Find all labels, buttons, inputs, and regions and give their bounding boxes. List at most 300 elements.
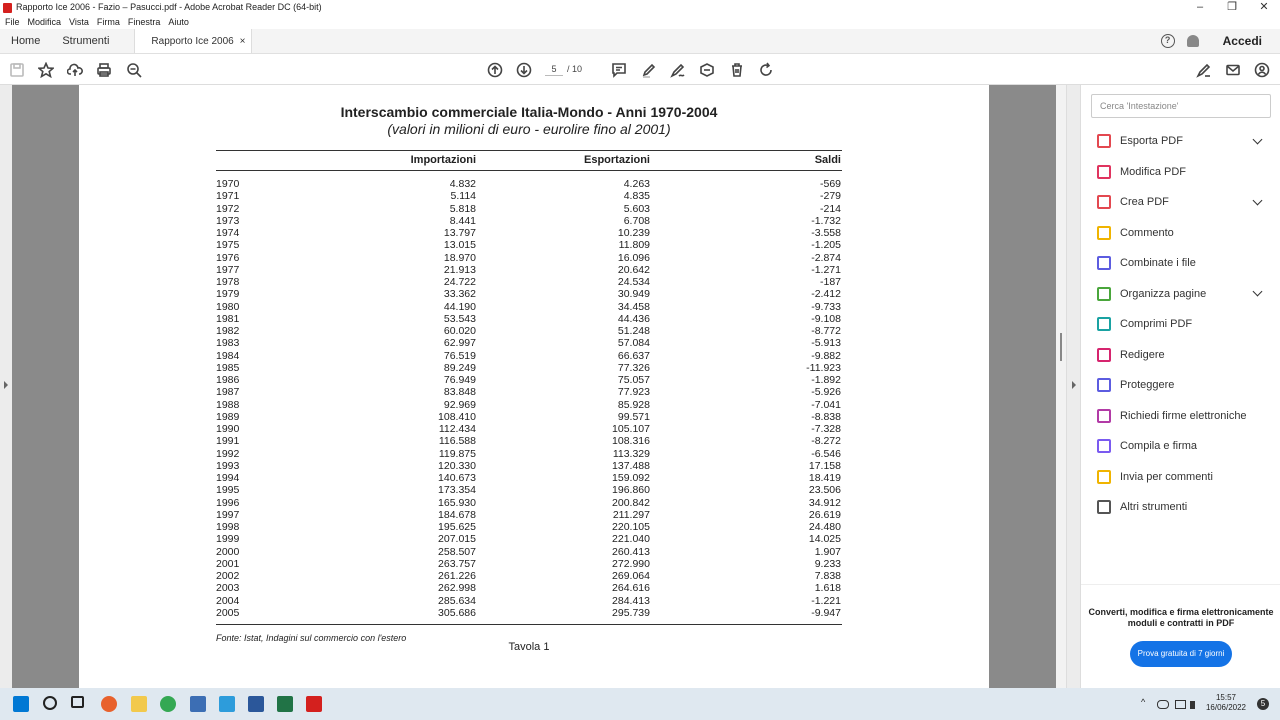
tool-label: Modifica PDF: [1120, 165, 1187, 178]
file-explorer-icon[interactable]: [131, 696, 147, 712]
cell-exports: 77.326: [617, 361, 650, 374]
cell-imports: 285.634: [438, 594, 476, 607]
cell-exports: 4.835: [623, 190, 650, 203]
table-row: [216, 203, 842, 215]
table-row: [216, 435, 842, 447]
cell-balance: -1.221: [811, 594, 841, 607]
collapse-right-icon: [1072, 381, 1076, 389]
menu-firma[interactable]: Firma: [96, 17, 120, 27]
cell-exports: 85.928: [617, 398, 650, 411]
start-windows-icon[interactable]: [13, 696, 29, 712]
cell-imports: 261.226: [438, 570, 476, 582]
cell-balance: 1.618: [814, 582, 841, 595]
cell-exports: 105.107: [612, 423, 650, 435]
protect-icon: [1097, 378, 1111, 392]
menu-modifica[interactable]: Modifica: [27, 17, 62, 27]
table-row: [216, 411, 842, 423]
table-row: [216, 190, 842, 202]
table-row: [216, 288, 842, 300]
table-source-note: Fonte: Istat, Indagini sul commercio con l'estero: [216, 633, 407, 643]
cell-imports: 89.249: [443, 361, 476, 374]
tool-item[interactable]: [1097, 375, 1267, 395]
rotate-icon[interactable]: [757, 61, 774, 78]
cell-exports: 66.637: [617, 349, 650, 362]
table-row: [216, 252, 842, 264]
highlight-pen-icon[interactable]: [640, 61, 657, 78]
cell-balance: -5.926: [811, 386, 841, 399]
title-bar: [0, 0, 1280, 15]
header-balance: Saldi: [814, 154, 841, 166]
table-row: [216, 533, 842, 545]
vertical-scrollbar[interactable]: [1056, 85, 1066, 688]
header-exports: Esportazioni: [583, 154, 650, 166]
cell-imports: 44.190: [443, 300, 476, 313]
table-row: [216, 276, 842, 288]
cell-imports: 5.818: [449, 202, 476, 215]
table-row: [216, 215, 842, 227]
tab-close-button[interactable]: ×: [239, 36, 246, 47]
table-row: [216, 325, 842, 337]
compress-pdf-icon: [1097, 317, 1111, 331]
draw-sign-icon[interactable]: [669, 61, 686, 78]
cell-year: 2001: [216, 557, 240, 570]
table-row: [216, 301, 842, 313]
cell-balance: -9.108: [811, 312, 841, 325]
cell-imports: 76.519: [443, 349, 476, 362]
cell-year: 2003: [216, 582, 240, 595]
word-icon[interactable]: [248, 696, 264, 712]
cell-exports: 99.571: [617, 410, 650, 423]
calculator-icon[interactable]: [190, 696, 206, 712]
share-user-icon[interactable]: [1253, 61, 1270, 78]
table-row: [216, 423, 842, 435]
cell-year: 1987: [216, 386, 240, 399]
cell-exports: 220.105: [612, 521, 650, 533]
cell-year: 1982: [216, 325, 240, 337]
cell-imports: 184.678: [438, 508, 476, 521]
clock-date: 16/06/2022: [1205, 703, 1247, 712]
cell-imports: 108.410: [438, 410, 476, 423]
tool-item[interactable]: [1097, 406, 1267, 426]
cell-balance: -569: [819, 178, 841, 190]
cell-imports: 305.686: [438, 606, 476, 619]
cell-year: 1981: [216, 312, 240, 325]
cell-year: 2002: [216, 570, 240, 582]
cell-imports: 92.969: [443, 398, 476, 411]
chevron-down-icon[interactable]: [1253, 287, 1263, 297]
windows-taskbar: [0, 688, 1280, 720]
cell-balance: -214: [819, 202, 841, 215]
table-header-rule: [216, 170, 842, 171]
table-row: [216, 178, 842, 190]
table-row: [216, 362, 842, 374]
cell-exports: 34.458: [617, 300, 650, 313]
tool-label: Compila e firma: [1120, 440, 1198, 452]
window-title: Rapporto Ice 2006 - Fazio – Pasucci.pdf - Adobe Acrobat Reader DC (64-bit): [16, 2, 322, 12]
export-pdf-icon: [1097, 134, 1111, 148]
cell-exports: 5.603: [623, 202, 650, 215]
tab-document[interactable]: [134, 29, 252, 53]
document-viewer[interactable]: [0, 85, 1080, 688]
main-toolbar: [0, 54, 1280, 85]
cell-balance: -7.041: [811, 398, 841, 411]
tab-tools[interactable]: Strumenti: [62, 35, 110, 47]
comment-icon[interactable]: [610, 61, 627, 78]
cell-exports: 44.436: [617, 312, 650, 325]
tab-home[interactable]: Home: [11, 35, 41, 47]
cell-imports: 13.797: [443, 227, 476, 239]
cell-imports: 53.543: [443, 312, 476, 325]
cell-exports: 137.488: [612, 459, 650, 472]
cell-balance: -1.205: [811, 239, 841, 252]
table-row: [216, 313, 842, 325]
cell-imports: 76.949: [443, 374, 476, 386]
panel-divider: [1081, 584, 1280, 585]
previous-page-icon[interactable]: [486, 61, 503, 78]
firefox-icon[interactable]: [101, 696, 117, 712]
cell-year: 1986: [216, 374, 240, 386]
zoom-out-icon[interactable]: [125, 61, 142, 78]
maximize-button[interactable]: ❐: [1227, 1, 1237, 13]
table-row: [216, 595, 842, 607]
chrome-icon[interactable]: [160, 696, 176, 712]
cell-year: 1976: [216, 251, 240, 264]
cell-exports: 57.084: [617, 337, 650, 350]
table-row: [216, 337, 842, 349]
cell-year: 1978: [216, 276, 240, 288]
cell-exports: 221.040: [612, 533, 650, 546]
table-row: [216, 374, 842, 386]
tool-item[interactable]: [1097, 192, 1267, 212]
cell-exports: 4.263: [623, 178, 650, 190]
comment-icon: [1097, 226, 1111, 240]
cell-year: 1972: [216, 202, 240, 215]
cell-balance: -2.412: [811, 288, 841, 301]
cell-imports: 116.588: [438, 435, 476, 448]
cell-imports: 13.015: [443, 239, 476, 252]
tool-item[interactable]: [1097, 162, 1267, 182]
cell-year: 1975: [216, 239, 240, 252]
cell-balance: -6.546: [811, 447, 841, 460]
table-row: [216, 607, 842, 619]
cell-balance: -279: [819, 190, 841, 203]
cell-year: 1988: [216, 398, 240, 411]
cell-exports: 269.064: [612, 570, 650, 582]
tab-bar: [0, 29, 1280, 54]
cell-balance: 1.907: [814, 545, 841, 558]
acrobat-taskbar-icon[interactable]: [306, 696, 322, 712]
edit-pdf-icon: [1097, 165, 1111, 179]
table-row: [216, 472, 842, 484]
table-row: [216, 460, 842, 472]
menu-finestra[interactable]: Finestra: [127, 17, 161, 27]
tool-label: Comprimi PDF: [1120, 318, 1193, 330]
tool-item[interactable]: [1097, 345, 1267, 365]
table-row: [216, 497, 842, 509]
menu-vista[interactable]: Vista: [69, 17, 89, 27]
table-body: [216, 178, 842, 619]
cell-exports: 24.534: [617, 276, 650, 288]
signin-button[interactable]: Accedi: [1222, 34, 1262, 48]
tool-label: Redigere: [1120, 348, 1165, 361]
cell-year: 1977: [216, 263, 240, 276]
cell-year: 1971: [216, 190, 240, 203]
cell-year: 1997: [216, 508, 240, 521]
cell-imports: 5.114: [450, 190, 476, 203]
cell-year: 1994: [216, 472, 240, 484]
cell-year: 2004: [216, 594, 240, 607]
organize-pages-icon: [1097, 287, 1111, 301]
cell-exports: 51.248: [617, 325, 650, 337]
clock-time: 15:57: [1215, 693, 1237, 702]
cell-imports: 4.832: [449, 178, 476, 190]
cell-imports: 258.507: [438, 545, 476, 558]
cell-balance: -11.923: [806, 361, 841, 374]
cell-year: 1992: [216, 447, 240, 460]
cell-imports: 18.970: [443, 251, 476, 264]
tool-item[interactable]: [1097, 467, 1267, 487]
tool-label: Proteggere: [1120, 379, 1175, 391]
cell-year: 1996: [216, 496, 240, 509]
table-row: [216, 399, 842, 411]
display-icon[interactable]: [1175, 700, 1186, 709]
cell-exports: 284.413: [612, 594, 650, 607]
cell-imports: 119.875: [438, 447, 476, 460]
cell-exports: 211.297: [612, 508, 650, 521]
help-icon[interactable]: ?: [1161, 34, 1175, 48]
cell-year: 1995: [216, 484, 240, 497]
tool-label: Commento: [1120, 226, 1174, 239]
next-page-icon[interactable]: [515, 61, 532, 78]
cell-exports: 295.739: [612, 606, 650, 619]
redact-icon: [1097, 348, 1111, 362]
cell-balance: -3.558: [811, 227, 841, 239]
tool-item[interactable]: [1097, 223, 1267, 243]
cell-imports: 24.722: [443, 276, 476, 288]
cell-year: 1980: [216, 300, 240, 313]
cell-balance: 9.233: [814, 557, 841, 570]
chevron-down-icon[interactable]: [1253, 134, 1263, 144]
cell-imports: 195.625: [438, 521, 476, 533]
cell-year: 1990: [216, 423, 240, 435]
cell-balance: -8.838: [811, 410, 841, 423]
table-row: [216, 448, 842, 460]
cell-year: 1979: [216, 288, 240, 301]
header-imports: Importazioni: [410, 154, 476, 166]
cell-exports: 260.413: [612, 545, 650, 558]
table-row: [216, 521, 842, 533]
table-row: [216, 350, 842, 362]
tool-item[interactable]: [1097, 314, 1267, 334]
minimize-button[interactable]: –: [1196, 1, 1204, 13]
promo-text: Converti, modifica e firma elettronicamente moduli e contratti in PDF: [1088, 607, 1274, 628]
table-row: [216, 386, 842, 398]
tray-chevron-icon[interactable]: ^: [1141, 697, 1146, 707]
cell-exports: 30.949: [617, 288, 650, 301]
notepad-app-icon[interactable]: [219, 696, 235, 712]
cell-balance: 7.838: [814, 570, 841, 582]
table-label: Tavola 1: [508, 641, 550, 653]
excel-icon[interactable]: [277, 696, 293, 712]
free-trial-button[interactable]: Prova gratuita di 7 giorni: [1130, 641, 1232, 667]
menu-aiuto[interactable]: Aiuto: [168, 17, 189, 27]
table-title: Interscambio commerciale Italia-Mondo - Anni 1970-2004: [340, 104, 718, 120]
tool-item[interactable]: [1097, 131, 1267, 151]
cell-year: 1970: [216, 178, 240, 190]
request-signatures-icon: [1097, 409, 1111, 423]
cell-imports: 21.913: [443, 263, 476, 276]
menu-bar: [0, 15, 1280, 29]
table-row: [216, 484, 842, 496]
cell-year: 2000: [216, 545, 240, 558]
network-icon[interactable]: [1157, 700, 1169, 709]
tool-item[interactable]: [1097, 436, 1267, 456]
create-pdf-icon: [1097, 195, 1111, 209]
table-row: [216, 509, 842, 521]
cell-year: 1999: [216, 533, 240, 546]
table-row: [216, 264, 842, 276]
more-tools-icon: [1097, 500, 1111, 514]
pdf-page: [79, 85, 989, 688]
table-row: [216, 558, 842, 570]
cell-exports: 159.092: [612, 472, 650, 484]
cell-exports: 272.990: [612, 557, 650, 570]
tool-label: Crea PDF: [1120, 196, 1169, 208]
cell-exports: 200.842: [612, 496, 650, 509]
page-number-input[interactable]: 5: [545, 62, 563, 76]
close-window-button[interactable]: ✕: [1259, 1, 1269, 13]
tool-label: Combinate i file: [1120, 257, 1196, 269]
page-total: / 10: [567, 64, 583, 74]
tool-item[interactable]: [1097, 284, 1267, 304]
table-subtitle: (valori in milioni di euro - eurolire fino al 2001): [387, 121, 671, 137]
cell-balance: 26.619: [808, 508, 841, 521]
cell-imports: 207.015: [438, 533, 476, 546]
table-top-rule: [216, 150, 842, 151]
cell-imports: 263.757: [438, 557, 476, 570]
table-row: [216, 546, 842, 558]
cell-imports: 60.020: [443, 325, 476, 337]
cell-exports: 10.239: [617, 227, 650, 239]
cell-balance: 17.158: [808, 459, 841, 472]
table-row: [216, 570, 842, 582]
cell-exports: 113.329: [612, 447, 650, 460]
tool-item[interactable]: [1097, 253, 1267, 273]
tool-item[interactable]: [1097, 497, 1267, 517]
system-clock[interactable]: [1205, 693, 1247, 713]
cell-year: 1983: [216, 337, 240, 350]
cell-imports: 165.930: [438, 496, 476, 509]
cell-balance: -7.328: [811, 423, 841, 435]
delete-trash-icon[interactable]: [728, 61, 745, 78]
cell-balance: 14.025: [808, 533, 841, 546]
cell-exports: 11.809: [618, 239, 650, 252]
email-icon[interactable]: [1224, 61, 1241, 78]
cell-exports: 6.708: [623, 214, 650, 227]
save-icon[interactable]: [8, 61, 25, 78]
cell-imports: 140.673: [438, 472, 476, 484]
cell-year: 1985: [216, 361, 240, 374]
cell-imports: 83.848: [443, 386, 476, 399]
cell-imports: 33.362: [443, 288, 476, 301]
cell-exports: 16.096: [617, 251, 650, 264]
cell-exports: 20.642: [617, 263, 650, 276]
speaker-icon[interactable]: [1190, 701, 1198, 709]
cell-exports: 196.860: [612, 484, 650, 497]
cell-balance: 23.506: [808, 484, 841, 497]
table-row: [216, 239, 842, 251]
table-bottom-rule: [216, 624, 842, 625]
upload-cloud-icon[interactable]: [66, 61, 83, 78]
print-icon[interactable]: [95, 61, 112, 78]
cell-year: 1993: [216, 459, 240, 472]
scrollbar-thumb[interactable]: [1060, 333, 1062, 361]
cell-imports: 62.997: [443, 337, 476, 350]
left-panel-toggle[interactable]: [0, 85, 12, 688]
cell-balance: -9.733: [811, 300, 841, 313]
cell-balance: 18.419: [808, 472, 841, 484]
right-panel-toggle[interactable]: [1066, 85, 1080, 688]
acrobat-app-icon: [3, 3, 12, 13]
cell-year: 2005: [216, 606, 240, 619]
cell-exports: 264.616: [612, 582, 650, 595]
cell-exports: 75.057: [617, 374, 650, 386]
table-row: [216, 582, 842, 594]
cell-balance: -9.882: [811, 349, 841, 362]
send-for-comments-icon: [1097, 470, 1111, 484]
tool-label: Esporta PDF: [1120, 135, 1183, 147]
cell-year: 1991: [216, 435, 240, 448]
tool-label: Organizza pagine: [1120, 287, 1207, 300]
cell-balance: -1.271: [811, 263, 841, 276]
cell-year: 1973: [216, 214, 240, 227]
cell-balance: -5.913: [811, 337, 841, 350]
tool-label: Invia per commenti: [1120, 470, 1213, 483]
bookmark-star-icon[interactable]: [37, 61, 54, 78]
cell-year: 1989: [216, 410, 240, 423]
tool-label: Altri strumenti: [1120, 501, 1188, 513]
cell-imports: 173.354: [438, 484, 476, 497]
cell-exports: 77.923: [617, 386, 650, 399]
menu-file[interactable]: File: [5, 17, 20, 27]
notifications-bell-icon[interactable]: [1187, 35, 1199, 47]
cell-balance: -8.272: [811, 435, 841, 448]
cell-imports: 8.441: [449, 214, 476, 227]
cell-balance: 24.480: [808, 521, 841, 533]
search-icon[interactable]: [43, 696, 57, 710]
chevron-down-icon[interactable]: [1253, 195, 1263, 205]
table-header: [216, 154, 842, 167]
cell-imports: 112.434: [438, 423, 476, 435]
tools-panel: [1080, 85, 1280, 688]
fill-sign-toolbar-icon[interactable]: [1195, 61, 1212, 78]
cell-year: 1974: [216, 227, 240, 239]
fill-sign-icon: [1097, 439, 1111, 453]
cell-year: 1998: [216, 521, 240, 533]
cell-balance: -187: [819, 276, 841, 288]
cell-balance: -8.772: [811, 325, 841, 337]
notification-badge[interactable]: 5: [1257, 698, 1269, 710]
cell-balance: -1.732: [811, 214, 841, 227]
stamp-icon[interactable]: [698, 61, 715, 78]
search-input[interactable]: Cerca 'Intestazione': [1091, 94, 1271, 118]
task-view-icon[interactable]: [71, 696, 84, 708]
table-row: [216, 227, 842, 239]
cell-balance: -1.892: [811, 374, 841, 386]
cell-imports: 120.330: [438, 459, 476, 472]
cell-balance: -9.947: [811, 606, 841, 619]
combine-files-icon: [1097, 256, 1111, 270]
